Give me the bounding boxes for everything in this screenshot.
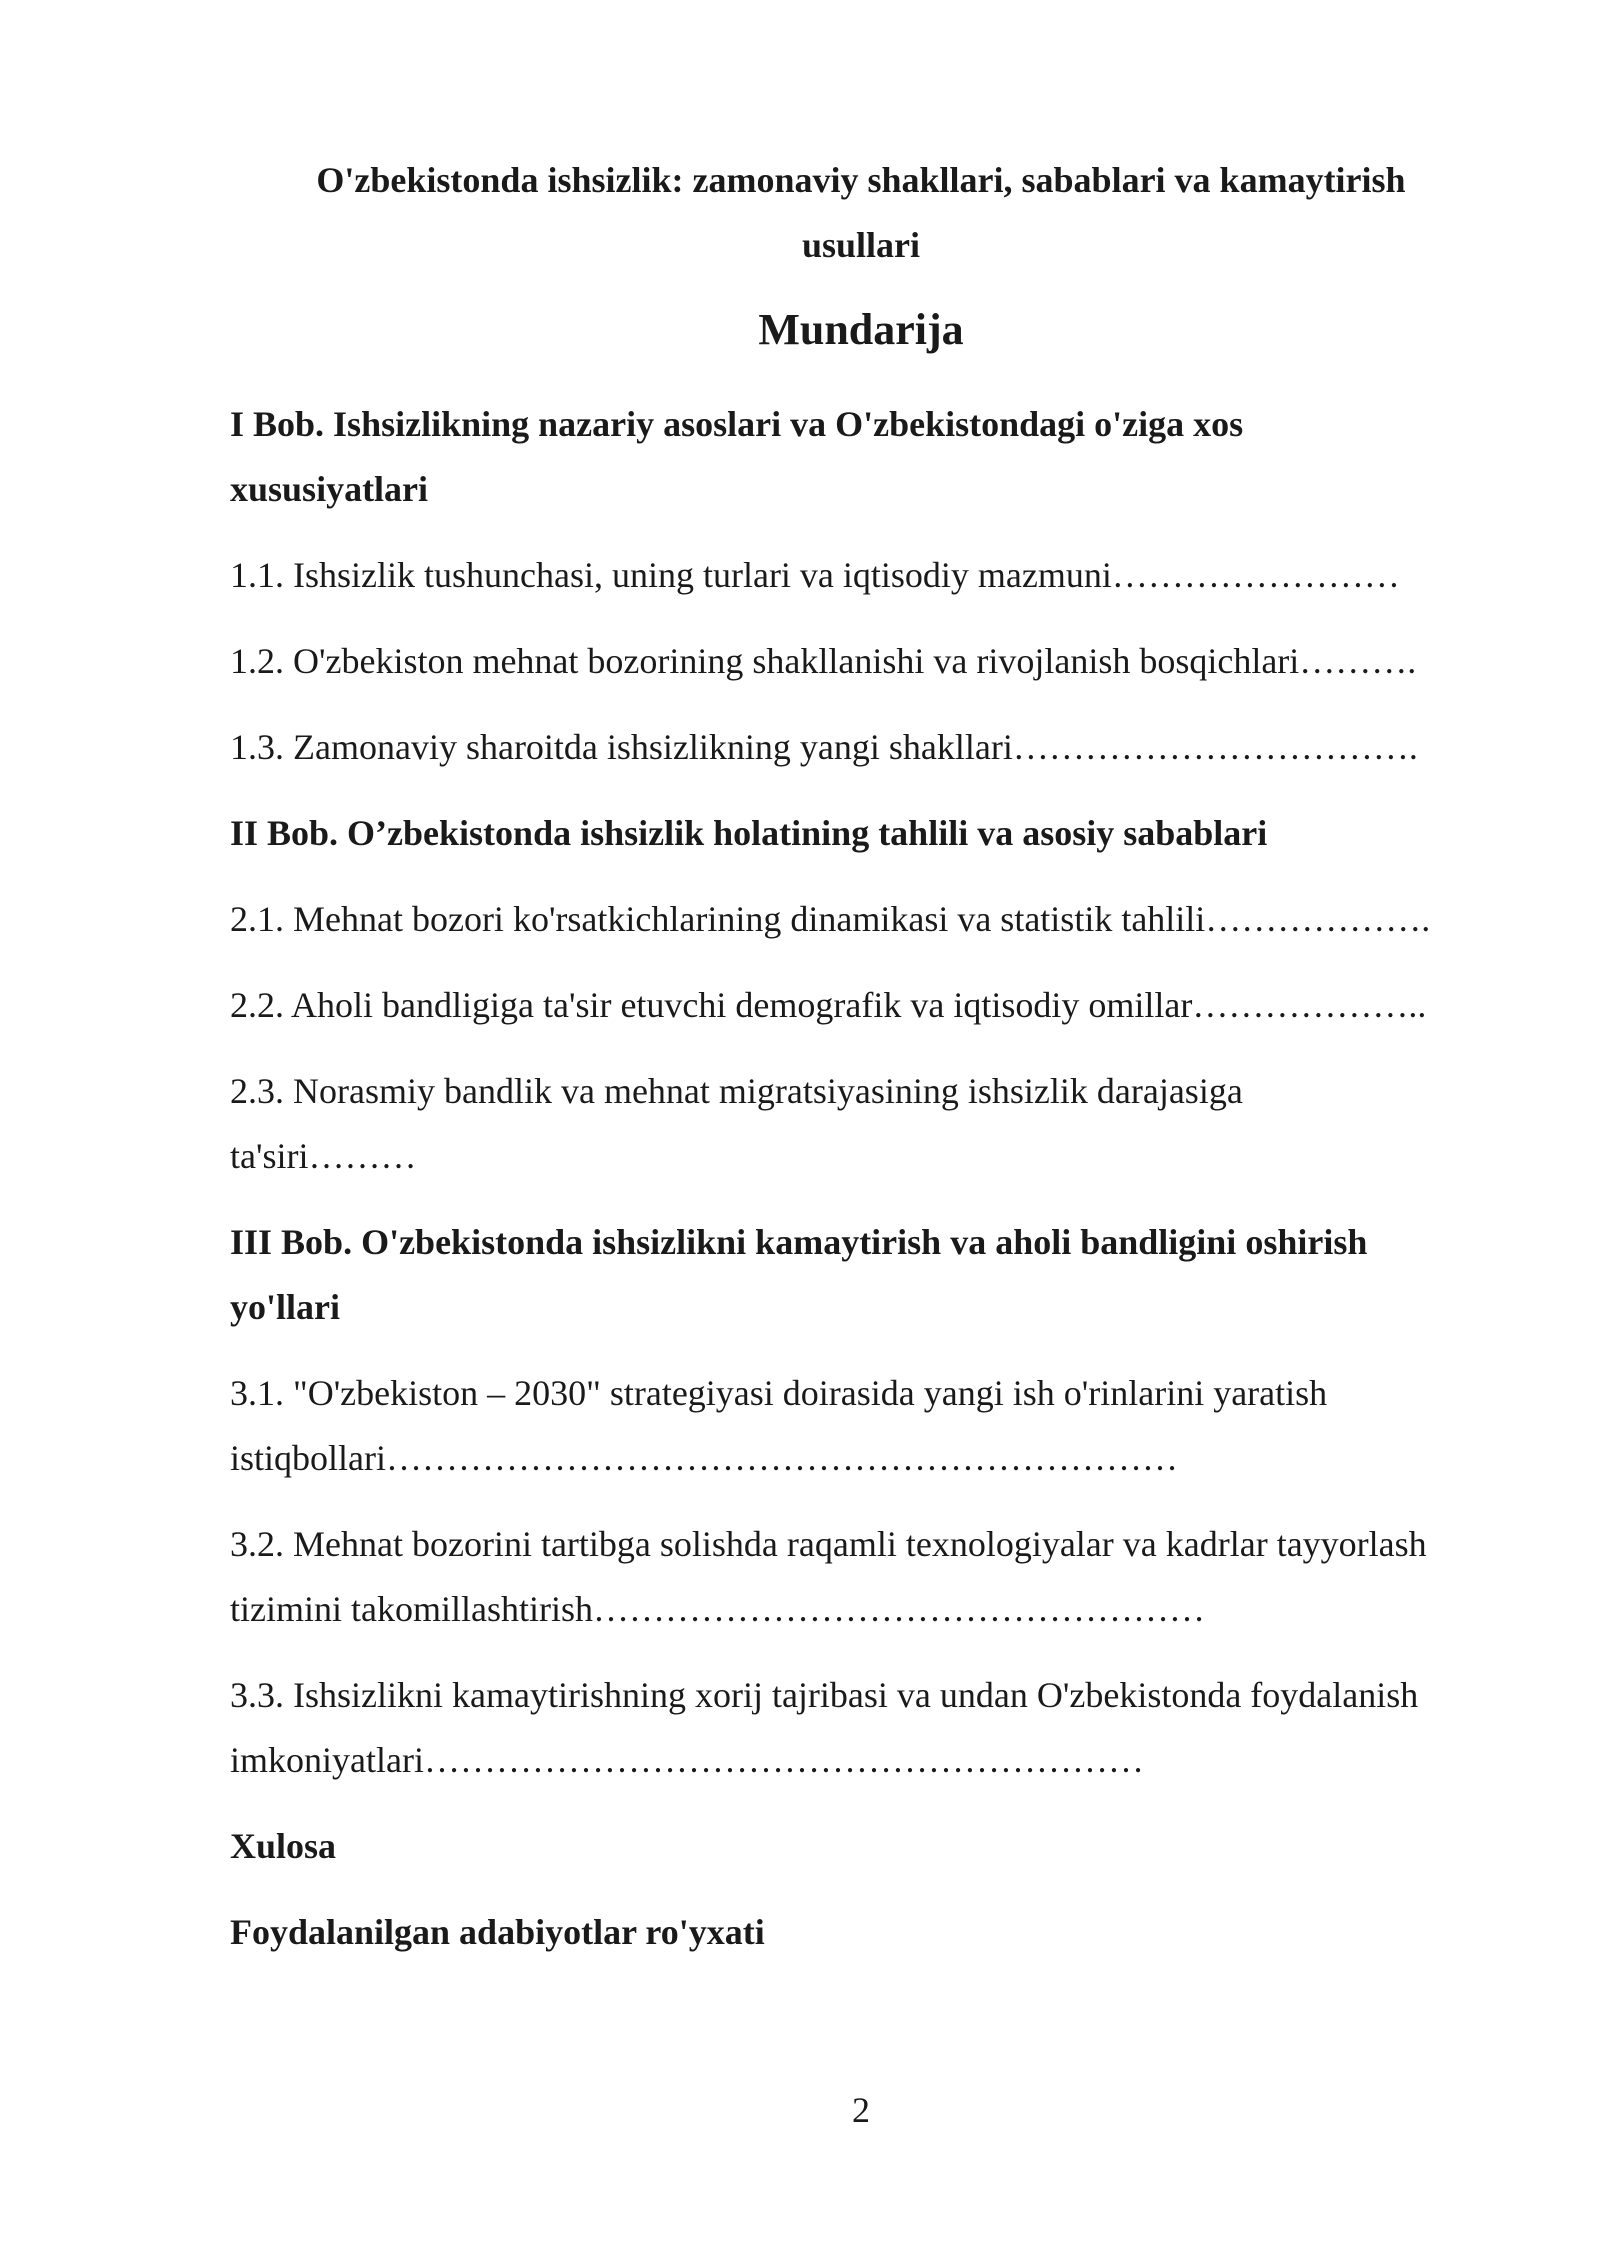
toc-item-3-2-line-2: tizimini takomillashtirish…………………………………………… bbox=[230, 1589, 1205, 1629]
toc-item-3-2-line-1: 3.2. Mehnat bozorini tartibga solishda raqamli texnologiyalar va kadrlar tayyorlash bbox=[230, 1524, 1427, 1564]
toc-chapter-3-line-1: III Bob. O'zbekistonda ishsizlikni kamaytirish va aholi bandligini oshirish bbox=[230, 1222, 1368, 1262]
document-title-line-1: O'zbekistonda ishsizlik: zamonaviy shakllari, sabablari va kamaytirish bbox=[316, 160, 1406, 200]
toc-item-1-3: 1.3. Zamonaviy sharoitda ishsizlikning yangi shakllari……………………………. bbox=[230, 727, 1418, 767]
toc-item-1-2: 1.2. O'zbekiston mehnat bozorining shakllanishi va rivojlanish bosqichlari………. bbox=[230, 641, 1417, 681]
document-title-line-2: usullari bbox=[801, 225, 921, 265]
toc-item-2-3-line-2: ta'siri……… bbox=[230, 1136, 417, 1176]
toc-item-1-1: 1.1. Ishsizlik tushunchasi, uning turlari va iqtisodiy mazmuni…………………… bbox=[230, 555, 1400, 595]
toc-item-2-2: 2.2. Aholi bandligiga ta'sir etuvchi demografik va iqtisodiy omillar……………….. bbox=[230, 985, 1427, 1025]
toc-chapter-2: II Bob. O’zbekistonda ishsizlik holatining tahlili va asosiy sabablari bbox=[230, 813, 1268, 853]
toc-item-3-3-line-2: imkoniyatlari…………………………………………………… bbox=[230, 1740, 1144, 1780]
toc-item-2-3 bbox=[230, 1059, 1530, 1189]
toc-heading: Mundarija bbox=[758, 305, 964, 354]
toc-chapter-1-line-1: I Bob. Ishsizlikning nazariy asoslari va O'zbekistondagi o'ziga xos bbox=[230, 404, 1244, 444]
toc-item-3-1-line-1: 3.1. "O'zbekiston – 2030" strategiyasi doirasida yangi ish o'rinlarini yaratish bbox=[230, 1373, 1328, 1413]
toc-conclusion: Xulosa bbox=[230, 1826, 337, 1866]
toc-item-3-3-line-1: 3.3. Ishsizlikni kamaytirishning xorij tajribasi va undan O'zbekistonda foydalanish bbox=[230, 1675, 1419, 1715]
page-number: 2 bbox=[852, 2090, 870, 2130]
toc-chapter-3 bbox=[230, 1210, 1530, 1340]
toc-references: Foydalanilgan adabiyotlar ro'yxati bbox=[230, 1912, 765, 1952]
toc-chapter-1 bbox=[230, 392, 1530, 522]
toc-item-3-1 bbox=[230, 1361, 1530, 1491]
document-title bbox=[230, 148, 1492, 278]
toc-item-2-1: 2.1. Mehnat bozori ko'rsatkichlarining dinamikasi va statistik tahlili………………. bbox=[230, 899, 1431, 939]
toc-item-3-1-line-2: istiqbollari………………………………………………………… bbox=[230, 1438, 1178, 1478]
toc-item-3-3 bbox=[230, 1663, 1530, 1793]
toc-item-3-2 bbox=[230, 1512, 1530, 1642]
toc-chapter-3-line-2: yo'llari bbox=[230, 1287, 340, 1327]
toc-chapter-1-line-2: xususiyatlari bbox=[230, 469, 429, 509]
toc-item-2-3-line-1: 2.3. Norasmiy bandlik va mehnat migratsiyasining ishsizlik darajasiga bbox=[230, 1071, 1243, 1111]
